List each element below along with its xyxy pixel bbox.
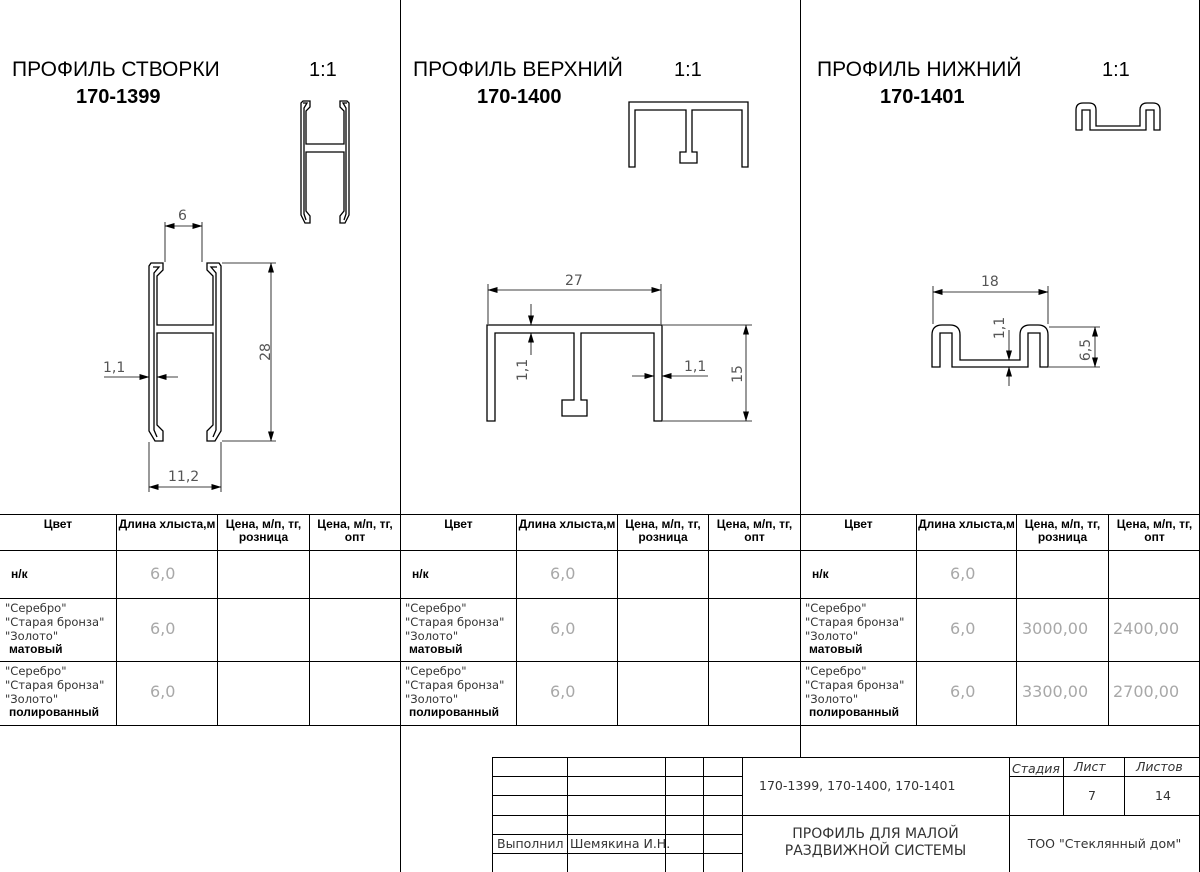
column-header-retail: Цена, м/п, тг, розница [225,517,302,544]
row-label-colors: "Серебро" "Старая бронза" "Золото" [405,601,505,643]
row-label-polished: полированный [409,705,499,719]
length-value: 6,0 [950,682,976,701]
row-label-matte: матовый [809,642,863,656]
profile-1401-dimension-lines [933,286,1100,386]
profile-scale: 1:1 [309,59,337,81]
row-label-colors: "Серебро" "Старая бронза" "Золото" [405,664,505,706]
frame-lines [401,0,1200,872]
column-header-length: Длина хлыста,м [518,517,616,531]
row-label-matte: матовый [9,642,63,656]
profile-1400-dimension-lines [488,284,752,421]
dimension-label: 6 [178,208,187,224]
row-label-colors: "Серебро" "Старая бронза" "Золото" [5,664,105,706]
profile-1401-small-outline [1076,103,1160,130]
profile-title: ПРОФИЛЬ НИЖНИЙ [817,58,1022,81]
row-label-nk: н/к [11,567,28,581]
profile-scale: 1:1 [674,59,702,81]
sheets-count: 14 [1155,788,1171,803]
column-header-length: Длина хлыста,м [118,517,216,531]
dimension-label: 1,1 [515,358,531,382]
dimension-label: 28 [258,343,274,361]
row-label-matte: матовый [409,642,463,656]
length-value: 6,0 [950,619,976,638]
column-header-wholesale: Цена, м/п, тг, опт [317,517,393,544]
dimension-label: 15 [730,365,746,383]
retail-price-value: 3300,00 [1022,682,1089,701]
profile-code: 170-1399 [76,86,161,108]
profile-title: ПРОФИЛЬ СТВОРКИ [12,58,220,81]
profile-1400-main-outline [487,325,662,421]
row-label-colors: "Серебро" "Старая бронза" "Золото" [5,601,105,643]
column-header-color: Цвет [844,517,873,531]
sheet-number: 7 [1088,788,1096,803]
drawing-codes: 170-1399, 170-1400, 170-1401 [759,778,956,793]
sheets-label: Листов [1136,759,1183,774]
profile-1400-small-outline [629,102,748,167]
row-label-polished: полированный [9,705,99,719]
profile-code: 170-1401 [880,86,965,108]
profile-1399-small-outline [301,101,349,223]
wholesale-price-value: 2700,00 [1113,682,1180,701]
row-label-colors: "Серебро" "Старая бронза" "Золото" [805,664,905,706]
profile-title: ПРОФИЛЬ ВЕРХНИЙ [413,58,623,81]
length-value: 6,0 [950,564,976,583]
length-value: 6,0 [550,564,576,583]
column-header-retail: Цена, м/п, тг, розница [1024,517,1101,544]
column-header-wholesale: Цена, м/п, тг, опт [1116,517,1193,544]
dimension-label: 1,1 [992,316,1008,340]
dimension-label: 1,1 [684,359,707,375]
row-label-polished: полированный [809,705,899,719]
length-value: 6,0 [150,564,176,583]
dimension-label: 11,2 [168,469,200,485]
column-header-color: Цвет [444,517,473,531]
drawing-name: ПРОФИЛЬ ДЛЯ МАЛОЙ РАЗДВИЖНОЙ СИСТЕМЫ [784,826,967,859]
length-value: 6,0 [150,619,176,638]
column-header-length: Длина хлыста,м [918,517,1015,531]
price-table-grid [0,514,1200,726]
company-name: ТОО "Стеклянный дом" [1027,836,1182,851]
profile-scale: 1:1 [1102,59,1130,81]
executed-by-label: Выполнил [497,836,564,851]
profile-1401-main-outline [932,325,1048,367]
stage-label: Стадия [1012,761,1060,776]
profile-code: 170-1400 [477,86,562,108]
row-label-nk: н/к [412,567,429,581]
dimension-label: 18 [981,274,999,290]
row-label-colors: "Серебро" "Старая бронза" "Золото" [805,601,905,643]
row-label-nk: н/к [812,567,829,581]
wholesale-price-value: 2400,00 [1113,619,1180,638]
dimension-label: 27 [565,273,583,289]
length-value: 6,0 [550,619,576,638]
profile-1399-main-outline [149,263,221,441]
length-value: 6,0 [550,682,576,701]
column-header-wholesale: Цена, м/п, тг, опт [716,517,793,544]
length-value: 6,0 [150,682,176,701]
dimension-label: 1,1 [103,360,126,376]
column-header-retail: Цена, м/п, тг, розница [625,517,701,544]
dimension-label: 6,5 [1078,338,1094,362]
profile-1399-dimension-lines [104,222,276,492]
sheet-label: Лист [1074,759,1106,774]
executor-name: Шемякина И.Н. [570,836,671,851]
column-header-color: Цвет [43,517,73,531]
retail-price-value: 3000,00 [1022,619,1089,638]
